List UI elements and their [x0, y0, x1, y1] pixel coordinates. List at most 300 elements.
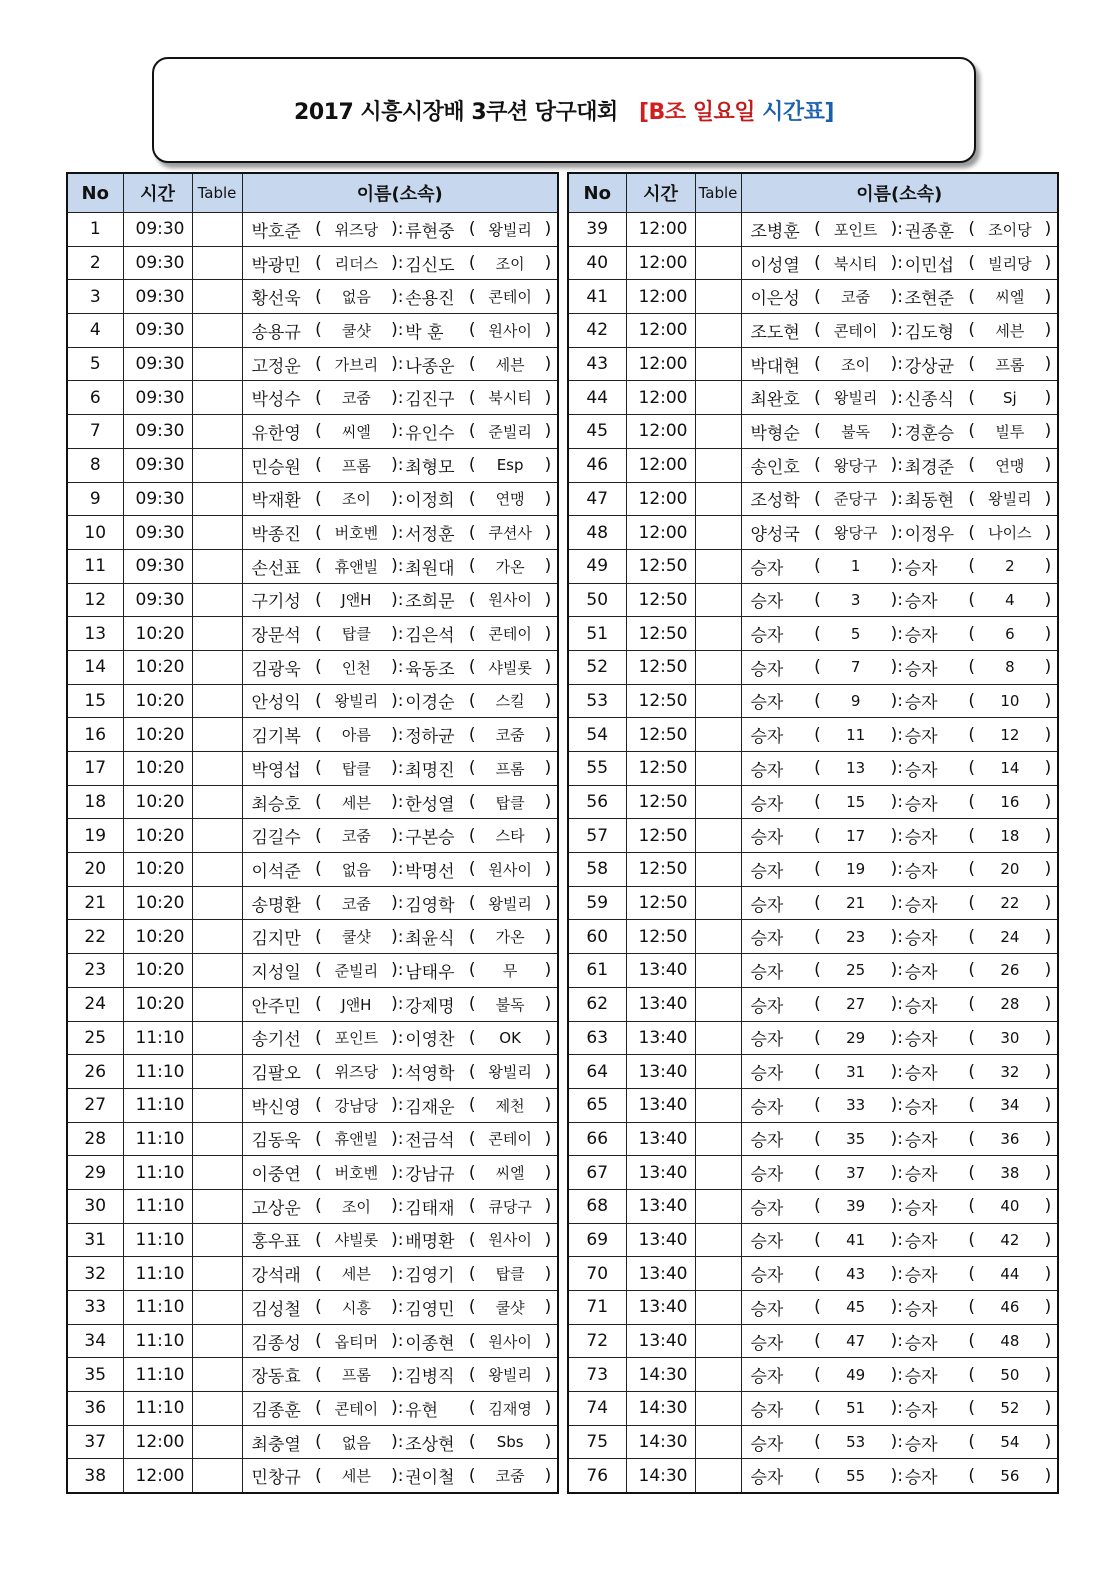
table-row [568, 1156, 1058, 1190]
match-time: 11:10 [123, 1021, 192, 1055]
paren-open: ( [315, 522, 322, 543]
match-time: 13:40 [626, 1324, 695, 1358]
player1-affiliation: 콘테이 [334, 1399, 379, 1418]
player2-affiliation: 2 [1005, 557, 1015, 576]
title-box [152, 57, 976, 163]
paren-close: ) [544, 792, 552, 813]
paren-open: ( [468, 421, 476, 442]
player1-affiliation: 가브리 [334, 355, 379, 374]
match-no: 47 [568, 482, 626, 516]
match-players [741, 752, 1058, 786]
paren-close: ) [544, 1196, 552, 1217]
paren-close-colon: ): [890, 926, 903, 947]
paren-open: ( [315, 1128, 322, 1149]
match-no: 45 [568, 415, 626, 449]
table-row [67, 1189, 558, 1223]
match-players [741, 1088, 1058, 1122]
table-number-cell [192, 752, 242, 786]
table-number-cell [695, 684, 741, 718]
player2-name: 김영기 [405, 1266, 455, 1287]
paren-close-colon: ): [391, 623, 404, 644]
player2-name: 승자 [904, 1367, 938, 1388]
paren-open: ( [468, 1331, 476, 1352]
player2-affiliation: 쿠션사 [488, 524, 532, 543]
match-players [741, 415, 1058, 449]
player2-affiliation: 4 [1005, 590, 1015, 609]
player2-name: 김도형 [904, 322, 955, 343]
header-no: No [67, 173, 123, 213]
player1-name: 승자 [750, 962, 784, 983]
paren-close-colon: ): [890, 1432, 903, 1453]
match-time: 12:50 [626, 617, 695, 651]
paren-open: ( [468, 657, 476, 678]
match-no: 59 [568, 886, 626, 920]
match-no: 2 [67, 246, 123, 280]
match-no: 66 [568, 1122, 626, 1156]
player2-name: 강남규 [405, 1165, 455, 1186]
player1-name: 김동욱 [251, 1131, 301, 1152]
player2-name: 이정우 [904, 525, 955, 546]
paren-open: ( [968, 387, 976, 408]
paren-close-colon: ): [391, 1331, 404, 1352]
player2-affiliation: 큐당구 [488, 1197, 532, 1216]
paren-open: ( [968, 825, 976, 846]
match-players [741, 1392, 1058, 1426]
paren-open: ( [468, 1229, 476, 1250]
paren-open: ( [968, 320, 976, 341]
player2-affiliation: 제천 [495, 1096, 525, 1115]
player2-name: 최경준 [904, 457, 955, 478]
player1-affiliation: 콘테이 [833, 321, 878, 340]
player1-name: 장동효 [251, 1367, 301, 1388]
match-time: 13:40 [626, 1257, 695, 1291]
paren-close-colon: ): [391, 792, 404, 813]
paren-close: ) [544, 1432, 552, 1453]
player1-name: 승자 [750, 929, 784, 950]
player2-name: 승자 [904, 1064, 938, 1085]
paren-open: ( [468, 1128, 476, 1149]
match-players [242, 819, 558, 853]
player2-affiliation: 조이당 [988, 220, 1032, 239]
table-row [67, 785, 558, 819]
player1-name: 박호준 [251, 221, 301, 242]
player1-name: 유한영 [251, 423, 301, 444]
paren-close: ) [1044, 286, 1052, 307]
table-number-cell [192, 1156, 242, 1190]
match-no: 44 [568, 381, 626, 415]
match-time: 11:10 [123, 1358, 192, 1392]
player2-affiliation: 세븐 [495, 355, 525, 374]
player1-name: 승자 [750, 592, 784, 613]
player1-affiliation: 왕당구 [833, 524, 878, 543]
table-number-cell [192, 650, 242, 684]
paren-close-colon: ): [890, 387, 903, 408]
match-no: 51 [568, 617, 626, 651]
match-time: 13:40 [626, 1055, 695, 1089]
paren-open: ( [468, 994, 476, 1015]
paren-close: ) [1044, 657, 1052, 678]
player2-name: 강상균 [904, 356, 955, 377]
player1-affiliation: 11 [846, 725, 866, 744]
player2-name: 승자 [904, 929, 938, 950]
paren-open: ( [468, 1297, 476, 1318]
table-number-cell [695, 1055, 741, 1089]
table-number-cell [192, 1088, 242, 1122]
paren-close-colon: ): [391, 253, 404, 274]
table-row [568, 1257, 1058, 1291]
paren-open: ( [315, 893, 322, 914]
player2-name: 승자 [904, 693, 938, 714]
match-no: 72 [568, 1324, 626, 1358]
match-time: 09:30 [123, 246, 192, 280]
player2-name: 김영학 [405, 895, 455, 916]
table-number-cell [192, 482, 242, 516]
match-players [741, 1425, 1058, 1459]
paren-close-colon: ): [890, 1095, 903, 1116]
table-number-cell [695, 1021, 741, 1055]
player1-name: 조병훈 [750, 221, 800, 242]
player1-affiliation: 휴앤빌 [334, 557, 379, 576]
match-no: 52 [568, 650, 626, 684]
player1-affiliation: 없음 [341, 860, 371, 879]
match-time: 12:00 [626, 415, 695, 449]
table-row [568, 920, 1058, 954]
paren-close: ) [544, 1331, 552, 1352]
match-no: 60 [568, 920, 626, 954]
paren-open: ( [315, 455, 322, 476]
player1-name: 고정운 [251, 356, 301, 377]
player2-affiliation: 14 [1000, 759, 1020, 778]
header-name: 이름(소속) [741, 173, 1058, 213]
match-no: 61 [568, 954, 626, 988]
paren-close: ) [1044, 455, 1052, 476]
paren-close: ) [544, 1061, 552, 1082]
match-time: 10:20 [123, 752, 192, 786]
paren-open: ( [315, 556, 322, 577]
match-time: 09:30 [123, 347, 192, 381]
player1-name: 지성일 [251, 962, 301, 983]
paren-close-colon: ): [890, 1263, 903, 1284]
paren-open: ( [814, 1398, 821, 1419]
player2-affiliation: 38 [1000, 1163, 1020, 1182]
match-no: 62 [568, 987, 626, 1021]
player2-name: 경훈승 [904, 423, 955, 444]
match-time: 11:10 [123, 1189, 192, 1223]
paren-open: ( [968, 1331, 976, 1352]
table-row [67, 650, 558, 684]
player1-affiliation: 45 [846, 1298, 866, 1317]
paren-close-colon: ): [890, 690, 903, 711]
table-row [568, 246, 1058, 280]
player2-name: 전금석 [405, 1131, 455, 1152]
player1-affiliation: 샤빌롯 [334, 1231, 379, 1250]
player1-affiliation: 북시티 [833, 254, 878, 273]
player1-affiliation: 43 [846, 1264, 866, 1283]
paren-close: ) [1044, 623, 1052, 644]
paren-open: ( [814, 859, 821, 880]
table-row [67, 718, 558, 752]
table-number-cell [695, 516, 741, 550]
match-no: 19 [67, 819, 123, 853]
paren-open: ( [315, 1398, 322, 1419]
match-players [741, 987, 1058, 1021]
paren-open: ( [814, 1027, 821, 1048]
table-number-cell [695, 1425, 741, 1459]
match-no: 33 [67, 1291, 123, 1325]
player2-affiliation: 세븐 [995, 321, 1025, 340]
match-time: 13:40 [626, 1189, 695, 1223]
paren-open: ( [968, 354, 976, 375]
paren-close: ) [1044, 488, 1052, 509]
paren-close: ) [1044, 1128, 1052, 1149]
player2-affiliation: OK [499, 1028, 521, 1047]
player1-affiliation: 코줌 [341, 827, 371, 846]
match-players [242, 1257, 558, 1291]
paren-close-colon: ): [391, 1465, 404, 1486]
paren-open: ( [315, 859, 322, 880]
paren-close: ) [544, 724, 552, 745]
paren-close: ) [1044, 1061, 1052, 1082]
player2-affiliation: 김재영 [488, 1399, 532, 1418]
match-time: 12:50 [626, 684, 695, 718]
paren-open: ( [814, 1263, 821, 1284]
paren-close: ) [544, 758, 552, 779]
paren-close-colon: ): [391, 455, 404, 476]
match-no: 32 [67, 1257, 123, 1291]
paren-open: ( [968, 1196, 976, 1217]
player1-affiliation: 리더스 [334, 254, 379, 273]
player1-affiliation: 23 [846, 927, 866, 946]
table-number-cell [695, 617, 741, 651]
player2-affiliation: 원사이 [488, 860, 532, 879]
table-number-cell [192, 1122, 242, 1156]
player1-affiliation: 프롬 [341, 1366, 371, 1385]
player2-name: 승자 [904, 592, 938, 613]
player2-affiliation: 50 [1000, 1365, 1020, 1384]
player1-name: 승자 [750, 1097, 784, 1118]
match-no: 28 [67, 1122, 123, 1156]
paren-close-colon: ): [391, 1398, 404, 1419]
match-no: 11 [67, 549, 123, 583]
player2-affiliation: 스킬 [495, 692, 525, 711]
player2-name: 정하균 [405, 727, 455, 748]
match-no: 10 [67, 516, 123, 550]
paren-close: ) [544, 354, 552, 375]
table-row [568, 684, 1058, 718]
table-row [67, 853, 558, 887]
paren-open: ( [315, 1263, 322, 1284]
player1-name: 승자 [750, 1064, 784, 1085]
title-day: 일요일 [692, 99, 755, 125]
player1-name: 승자 [750, 760, 784, 781]
player2-name: 이경순 [405, 693, 455, 714]
player1-name: 승자 [750, 659, 784, 680]
table-number-cell [695, 785, 741, 819]
table-number-cell [192, 684, 242, 718]
paren-close: ) [544, 1465, 552, 1486]
player1-name: 승자 [750, 1232, 784, 1253]
paren-open: ( [468, 1432, 476, 1453]
match-time: 12:00 [626, 516, 695, 550]
paren-open: ( [968, 421, 976, 442]
match-players [242, 246, 558, 280]
player2-affiliation: 48 [1000, 1332, 1020, 1351]
player1-affiliation: 53 [846, 1433, 866, 1452]
paren-open: ( [968, 1263, 976, 1284]
table-number-cell [695, 1459, 741, 1493]
player2-name: 신종식 [904, 390, 955, 411]
paren-close-colon: ): [890, 859, 903, 880]
table-row [67, 617, 558, 651]
paren-open: ( [468, 1027, 476, 1048]
paren-open: ( [814, 724, 821, 745]
player1-name: 승자 [750, 1299, 784, 1320]
paren-open: ( [814, 556, 821, 577]
player2-affiliation: 연맹 [995, 456, 1025, 475]
player2-name: 서정훈 [405, 525, 455, 546]
paren-open: ( [968, 690, 976, 711]
match-players [242, 314, 558, 348]
player2-name: 조희문 [405, 592, 455, 613]
paren-close-colon: ): [391, 690, 404, 711]
match-time: 11:10 [123, 1392, 192, 1426]
player2-affiliation: 원사이 [488, 321, 532, 340]
table-number-cell [695, 886, 741, 920]
player2-affiliation: 가온 [495, 557, 525, 576]
player1-name: 김종훈 [251, 1400, 301, 1421]
match-no: 54 [568, 718, 626, 752]
match-no: 29 [67, 1156, 123, 1190]
match-players [242, 1189, 558, 1223]
player1-affiliation: 13 [846, 759, 866, 778]
paren-close-colon: ): [391, 1364, 404, 1385]
match-no: 25 [67, 1021, 123, 1055]
paren-close-colon: ): [890, 556, 903, 577]
paren-close: ) [544, 556, 552, 577]
player1-name: 최완호 [750, 390, 800, 411]
match-players [242, 415, 558, 449]
match-players [242, 280, 558, 314]
paren-open: ( [968, 286, 976, 307]
paren-close-colon: ): [890, 960, 903, 981]
match-players [242, 954, 558, 988]
player2-name: 승자 [904, 1165, 938, 1186]
player1-name: 민승원 [251, 457, 301, 478]
player2-affiliation: 8 [1005, 658, 1015, 677]
paren-open: ( [315, 1061, 322, 1082]
player2-affiliation: 탑클 [495, 793, 525, 812]
player1-name: 박재환 [251, 491, 301, 512]
schedule-table-right [567, 172, 1059, 1494]
paren-open: ( [968, 1364, 976, 1385]
table-number-cell [192, 617, 242, 651]
table-row [67, 752, 558, 786]
match-time: 12:50 [626, 549, 695, 583]
match-time: 14:30 [626, 1358, 695, 1392]
paren-open: ( [814, 589, 821, 610]
paren-open: ( [468, 825, 476, 846]
paren-open: ( [468, 286, 476, 307]
player2-affiliation: 스타 [495, 827, 525, 846]
match-players [741, 246, 1058, 280]
table-number-cell [192, 1055, 242, 1089]
paren-close: ) [544, 690, 552, 711]
paren-close-colon: ): [890, 1196, 903, 1217]
paren-open: ( [814, 455, 821, 476]
paren-open: ( [468, 455, 476, 476]
player2-name: 유인수 [405, 423, 455, 444]
paren-close-colon: ): [890, 219, 903, 240]
match-no: 5 [67, 347, 123, 381]
paren-close-colon: ): [890, 421, 903, 442]
paren-close-colon: ): [391, 354, 404, 375]
match-players [741, 886, 1058, 920]
player2-affiliation: 씨엘 [495, 1164, 525, 1183]
table-row [568, 381, 1058, 415]
paren-open: ( [315, 825, 322, 846]
player2-affiliation: 28 [1000, 995, 1020, 1014]
table-number-cell [192, 1021, 242, 1055]
paren-open: ( [468, 320, 476, 341]
match-time: 12:00 [626, 482, 695, 516]
table-row [568, 516, 1058, 550]
player2-name: 승자 [904, 1333, 938, 1354]
paren-close: ) [544, 320, 552, 341]
table-row [67, 1122, 558, 1156]
paren-open: ( [814, 219, 821, 240]
paren-open: ( [968, 1095, 976, 1116]
paren-close: ) [544, 1095, 552, 1116]
player2-affiliation: Sj [1003, 388, 1017, 407]
paren-open: ( [968, 960, 976, 981]
player2-affiliation: 34 [1000, 1096, 1020, 1115]
header-no: No [568, 173, 626, 213]
player2-affiliation: 32 [1000, 1062, 1020, 1081]
match-time: 12:50 [626, 752, 695, 786]
player2-affiliation: 46 [1000, 1298, 1020, 1317]
paren-open: ( [468, 1095, 476, 1116]
paren-close-colon: ): [890, 320, 903, 341]
table-number-cell [695, 213, 741, 247]
player2-affiliation: 탑클 [495, 1265, 525, 1284]
player2-name: 승자 [904, 1400, 938, 1421]
player1-name: 김팔오 [251, 1064, 301, 1085]
match-no: 50 [568, 583, 626, 617]
match-no: 56 [568, 785, 626, 819]
paren-close-colon: ): [391, 488, 404, 509]
player1-affiliation: J앤H [341, 995, 372, 1014]
paren-close: ) [544, 1128, 552, 1149]
match-players [741, 1324, 1058, 1358]
match-no: 14 [67, 650, 123, 684]
paren-open: ( [968, 1027, 976, 1048]
player2-affiliation: 12 [1000, 725, 1020, 744]
header-table: Table [192, 173, 242, 213]
paren-open: ( [814, 488, 821, 509]
player1-affiliation: 조이 [341, 490, 371, 509]
match-no: 41 [568, 280, 626, 314]
table-row [568, 1358, 1058, 1392]
paren-close-colon: ): [890, 1364, 903, 1385]
paren-close-colon: ): [890, 455, 903, 476]
match-time: 12:00 [626, 280, 695, 314]
match-time: 09:30 [123, 415, 192, 449]
paren-open: ( [315, 488, 322, 509]
paren-close-colon: ): [890, 825, 903, 846]
paren-open: ( [968, 1128, 976, 1149]
match-players [741, 650, 1058, 684]
paren-open: ( [468, 488, 476, 509]
